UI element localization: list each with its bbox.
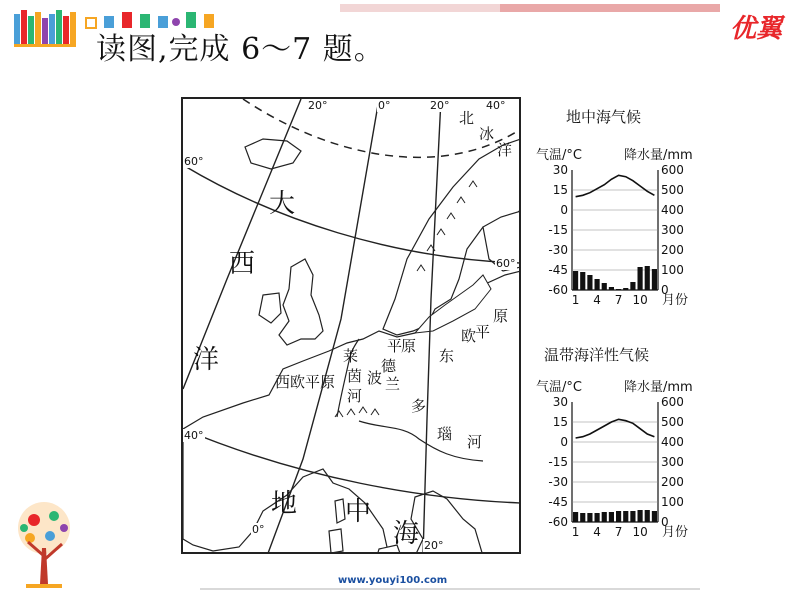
chart2-temp-tick: 0 xyxy=(560,435,568,449)
germany-char: 德 xyxy=(381,357,397,375)
west-european-plain-label: 西欧平原 xyxy=(275,373,336,391)
chart2-precip-tick: 400 xyxy=(661,435,684,449)
chart1-temp-tick: 30 xyxy=(552,163,568,177)
chart2-precip-tick: 600 xyxy=(661,395,684,409)
chart2-temp-tick: 30 xyxy=(552,395,568,409)
tree-icon xyxy=(4,498,84,594)
east-plain-char-2: 欧 xyxy=(461,327,477,345)
chart1-precip-bar xyxy=(595,279,600,290)
chart2-temp-tick: -15 xyxy=(548,455,568,469)
chart2-month-tick: 7 xyxy=(614,525,623,539)
north-german-char-1: 平 xyxy=(387,337,403,355)
chart1-temp-line xyxy=(576,175,655,196)
lon-40e-label: 40° xyxy=(486,99,506,112)
chart1-month-unit: 月份 xyxy=(662,293,689,308)
chart2-precip-bar xyxy=(580,513,585,522)
chart1-temp-tick: -30 xyxy=(548,243,568,257)
chart1-precip-axis-title: 降水量/mm xyxy=(624,148,693,163)
chart1-month-tick: 7 xyxy=(614,293,623,307)
rhine-char-1: 莱 xyxy=(343,347,359,365)
chart1-temp-tick: -15 xyxy=(548,223,568,237)
chart2-precip-bar xyxy=(595,513,600,522)
danube-char-1: 多 xyxy=(411,397,427,415)
footer-line xyxy=(200,586,700,592)
chart2-temp-tick: 15 xyxy=(552,415,568,429)
chart2-temp-axis-title: 气温/°C xyxy=(536,380,582,395)
rhine-char-3: 河 xyxy=(347,387,363,405)
chart2-precip-tick: 100 xyxy=(661,495,684,509)
chart2-precip-bar xyxy=(587,513,592,522)
arctic-char-1: 北 xyxy=(459,109,475,127)
chart1-precip-bar xyxy=(602,283,607,290)
chart1-precip-bar xyxy=(645,266,650,290)
east-plain-char-1: 东 xyxy=(439,347,455,365)
chart2-precip-axis-title: 降水量/mm xyxy=(624,380,693,395)
chart1-precip-tick: 300 xyxy=(661,223,684,237)
chart1-precip-bar xyxy=(580,272,585,290)
lon-20e-top-label: 20° xyxy=(430,99,450,112)
chart2-precip-bar xyxy=(602,512,607,522)
chart1-precip-tick: 200 xyxy=(661,243,684,257)
chart1-precip-bar xyxy=(587,275,592,290)
arctic-char-3: 洋 xyxy=(497,141,513,159)
chart1-precip-bar xyxy=(609,287,614,290)
chart1-precip-bar xyxy=(652,269,657,290)
atlantic-char-3: 洋 xyxy=(193,345,220,375)
chart1-precip-bar xyxy=(623,288,628,290)
lat-60-right-label: 60° xyxy=(496,257,516,270)
lon-20e-bottom-label: 20° xyxy=(424,539,444,552)
chart1-precip-tick: 0 xyxy=(661,283,669,297)
med-char-2: 中 xyxy=(345,497,372,527)
chart1-month-tick: 1 xyxy=(571,293,580,307)
chart1-precip-tick: 400 xyxy=(661,203,684,217)
chart1-month-tick: 10 xyxy=(632,293,648,307)
mediterranean-climate-chart xyxy=(536,162,716,312)
chart2-temp-tick: -45 xyxy=(548,495,568,509)
med-char-3: 海 xyxy=(393,519,420,549)
east-plain-char-3: 平 xyxy=(475,323,491,341)
ireland-shape xyxy=(259,293,281,323)
brand-logo: 优翼 xyxy=(729,14,782,44)
chart2-month-tick: 10 xyxy=(632,525,648,539)
iceland-shape xyxy=(245,139,301,169)
chart1-precip-bar xyxy=(630,282,635,290)
chart2-precip-bar xyxy=(616,511,621,522)
question-prompt: 读图,完成 6～7 题。 xyxy=(96,32,385,67)
lat-40-left-label: 40° xyxy=(184,429,204,442)
poland-char-1: 波 xyxy=(367,369,383,387)
chart2-precip-bar xyxy=(638,510,643,522)
chart1-title: 地中海气候 xyxy=(566,108,642,126)
med-char-1: 地 xyxy=(271,489,298,519)
poland-char-2: 兰 xyxy=(385,375,401,393)
atlantic-char-2: 西 xyxy=(229,249,256,279)
europe-map xyxy=(181,97,521,554)
east-plain-char-4: 原 xyxy=(493,307,509,325)
chart2-precip-tick: 0 xyxy=(661,515,669,529)
chart2-title: 温带海洋性气候 xyxy=(544,346,650,364)
danube-char-3: 河 xyxy=(467,433,483,451)
chart2-precip-tick: 500 xyxy=(661,415,684,429)
chart2-precip-tick: 300 xyxy=(661,455,684,469)
temperate-maritime-climate-chart xyxy=(536,394,716,544)
atlantic-char-1: 大 xyxy=(269,189,296,219)
chart2-precip-bar xyxy=(630,511,635,522)
chart2-temp-tick: -60 xyxy=(548,515,568,529)
chart1-temp-tick: -60 xyxy=(548,283,568,297)
lat-60-left-label: 60° xyxy=(184,155,204,168)
lon-0-bottom-label: 0° xyxy=(252,523,265,536)
arctic-char-2: 冰 xyxy=(479,125,495,143)
chart2-precip-tick: 200 xyxy=(661,475,684,489)
britain-shape xyxy=(279,259,323,345)
chart1-precip-bar xyxy=(616,289,621,290)
chart2-precip-bar xyxy=(652,511,657,522)
chart1-precip-bar xyxy=(638,267,643,290)
chart2-precip-bar xyxy=(609,512,614,522)
chart2-precip-bar xyxy=(623,511,628,522)
chart1-temp-tick: 15 xyxy=(552,183,568,197)
chart1-precip-tick: 600 xyxy=(661,163,684,177)
chart2-precip-bar xyxy=(645,510,650,522)
chart1-temp-tick: -45 xyxy=(548,263,568,277)
chart1-precip-tick: 100 xyxy=(661,263,684,277)
chart1-month-tick: 4 xyxy=(593,293,601,307)
north-german-char-2: 原 xyxy=(401,337,417,355)
rhine-char-2: 茵 xyxy=(347,367,363,385)
chart1-temp-tick: 0 xyxy=(560,203,568,217)
chart1-precip-bar xyxy=(573,271,578,290)
chart1-temp-axis-title: 气温/°C xyxy=(536,148,582,163)
footer-url: www.youyi100.com xyxy=(338,575,448,586)
chart1-precip-tick: 500 xyxy=(661,183,684,197)
chart2-month-unit: 月份 xyxy=(662,525,689,540)
chart2-precip-bar xyxy=(573,512,578,522)
chart2-month-tick: 1 xyxy=(571,525,580,539)
danube-char-2: 瑙 xyxy=(437,425,453,443)
chart2-temp-tick: -30 xyxy=(548,475,568,489)
lon-0-top-label: 0° xyxy=(378,99,391,112)
lon-20w-label: 20° xyxy=(308,99,328,112)
chart2-month-tick: 4 xyxy=(593,525,601,539)
